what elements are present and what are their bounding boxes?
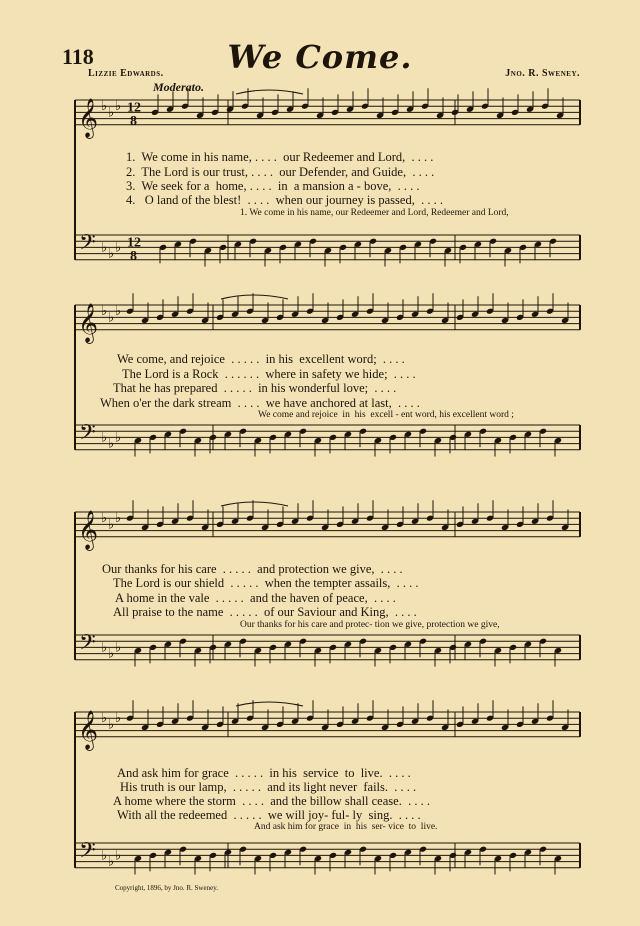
flat-sign: ♭ [108,105,115,121]
treble-clef: 𝄞 [78,709,99,750]
flat-sign: ♭ [101,240,108,256]
time-signature: 12 [127,100,141,116]
verse-line: We come, and rejoice . . . . . in his excellent word; . . . . [117,352,405,366]
flat-sign: ♭ [101,511,108,527]
flat-sign: ♭ [115,304,122,320]
flat-sign: ♭ [108,854,115,870]
slur [221,502,288,506]
composer: Jno. R. Sweney. [505,68,580,79]
flat-sign: ♭ [101,430,108,446]
flat-sign: ♭ [115,511,122,527]
tempo-marking: Moderato. [153,80,204,94]
verse-line: With all the redeemed . . . . . we will joy- ful- ly sing. . . . . [117,808,421,822]
slur [221,295,288,299]
flat-sign: ♭ [108,717,115,733]
verse-line: His truth is our lamp, . . . . . and its light never fails. . . . . [120,780,417,794]
verse-line: A home in the vale . . . . . and the haven of peace, . . . . [115,591,396,605]
time-signature: 8 [130,113,137,129]
treble-clef: 𝄞 [78,302,99,343]
bass-clef: 𝄢 [79,420,96,451]
flat-sign: ♭ [115,430,122,446]
bass-lyric: We come and rejoice in his excell - ent word, his excellent word ; [258,410,514,420]
flat-sign: ♭ [115,99,122,115]
bass-clef: 𝄢 [79,630,96,661]
flat-sign: ♭ [101,304,108,320]
verse-line: And ask him for grace . . . . . in his service to live. . . . . [117,766,411,780]
lyricist: Lizzie Edwards. [88,68,164,79]
verse-line: That he has prepared . . . . . in his wonderful love; . . . . [113,381,397,395]
bass-lyric: Our thanks for his care and protec- tion we give, protection we give, [240,620,500,630]
flat-sign: ♭ [108,517,115,533]
flat-sign: ♭ [101,711,108,727]
bass-clef: 𝄢 [79,230,96,261]
bass-clef: 𝄢 [79,838,96,869]
slur [236,702,303,706]
verse-line: When o'er the dark stream . . . . we have anchored at last, . . . . [100,396,420,410]
verse-line: Our thanks for his care . . . . . and protection we give, . . . . [102,562,403,576]
treble-clef: 𝄞 [78,97,99,138]
flat-sign: ♭ [101,848,108,864]
bass-lyric: 1. We come in his name, our Redeemer and Lord, Redeemer and Lord, [240,208,509,218]
verse-line: A home where the storm . . . . and the billow shall cease. . . . . [113,794,430,808]
verse-line: All praise to the name . . . . . of our Saviour and King, . . . . [113,605,417,619]
flat-sign: ♭ [108,646,115,662]
flat-sign: ♭ [115,240,122,256]
flat-sign: ♭ [108,436,115,452]
verse-line: 1. We come in his name, . . . . our Redeemer and Lord, . . . . [126,150,434,164]
treble-clef: 𝄞 [78,509,99,550]
bass-lyric: And ask him for grace in his ser- vice to live. [254,822,438,832]
verse-line: 3. We seek for a home, . . . . in a mansion a - bove, . . . . [126,179,420,193]
verse-line: The Lord is a Rock . . . . . . where in safety we hide; . . . . [122,367,416,381]
time-signature: 12 [127,235,141,251]
flat-sign: ♭ [115,848,122,864]
verse-line: The Lord is our shield . . . . . when the tempter assails, . . . . [113,576,419,590]
flat-sign: ♭ [101,640,108,656]
flat-sign: ♭ [101,99,108,115]
flat-sign: ♭ [108,310,115,326]
copyright-notice: Copyright, 1896, by Jno. R. Sweney. [115,884,218,892]
page-number: 118 [62,44,94,69]
flat-sign: ♭ [115,640,122,656]
time-signature: 8 [130,248,137,264]
verse-line: 2. The Lord is our trust, . . . . our Defender, and Guide, . . . . [126,165,435,179]
hymn-title: We Come. [227,38,413,76]
verse-line: 4. O land of the blest! . . . . when our journey is passed, . . . . [126,193,443,207]
flat-sign: ♭ [108,246,115,262]
flat-sign: ♭ [115,711,122,727]
